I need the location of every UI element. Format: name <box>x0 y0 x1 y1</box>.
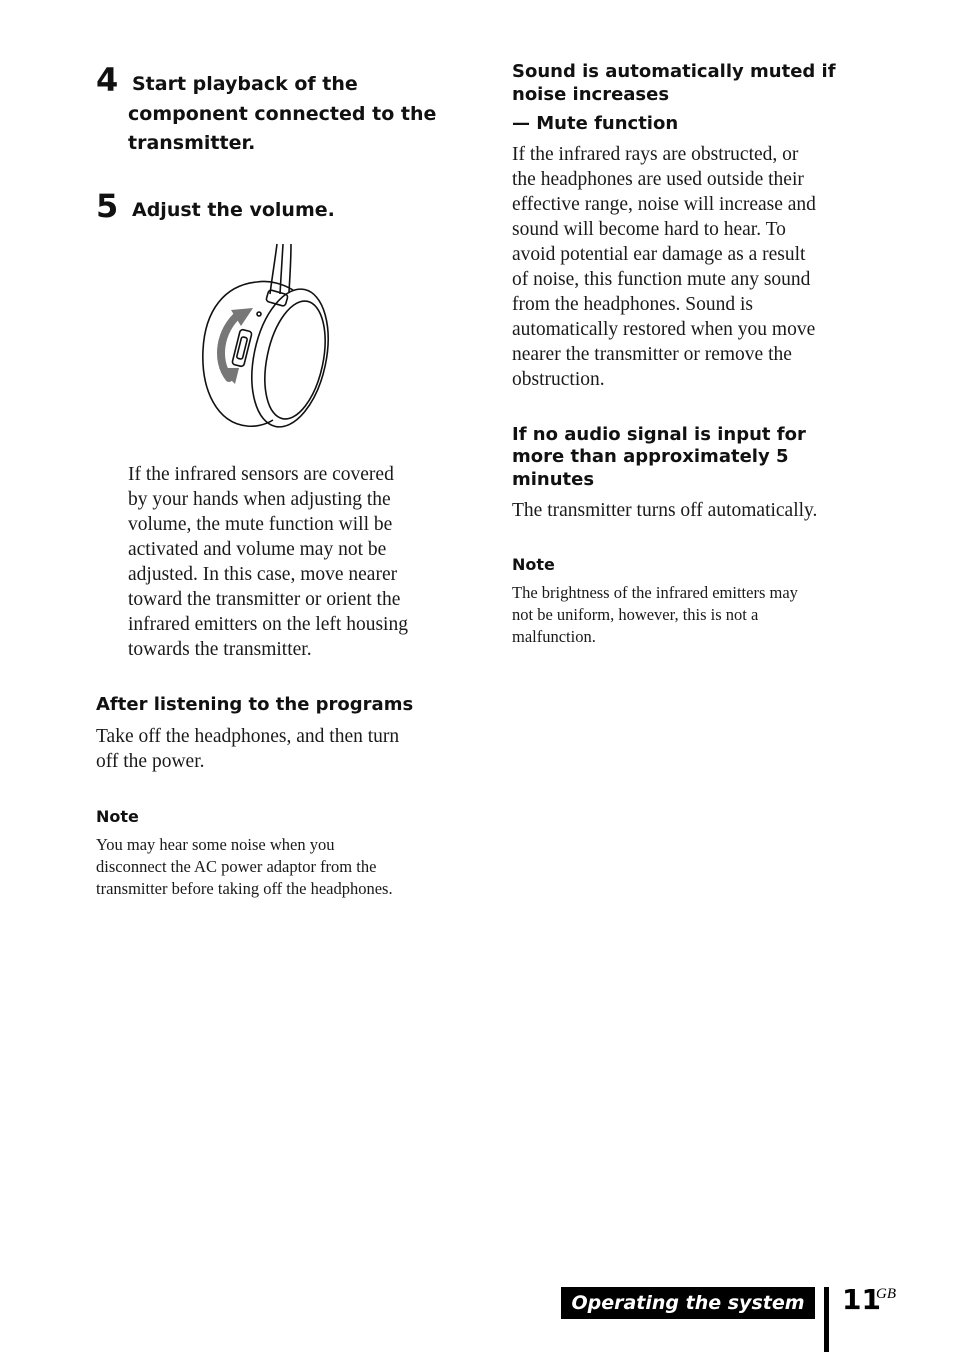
paragraph-line: volume, the mute function will be <box>128 514 393 535</box>
section-heading-line: minutes <box>512 469 595 490</box>
paragraph-line: The transmitter turns off automatically. <box>512 500 818 521</box>
paragraph-line: obstruction. <box>512 369 605 390</box>
step-text-line: Start playback of the <box>132 73 358 95</box>
paragraph-line: the headphones are used outside their <box>512 169 804 190</box>
paragraph-line: activated and volume may not be <box>128 539 387 560</box>
paragraph-line: Take off the headphones, and then turn <box>96 726 400 747</box>
step-text-line: component connected to the <box>128 103 437 125</box>
note-heading: Note <box>512 555 555 574</box>
step-number: 5 <box>96 187 119 225</box>
paragraph-line: infrared emitters on the left housing <box>128 614 408 635</box>
paragraph-line: from the headphones. Sound is <box>512 294 754 315</box>
paragraph-line: toward the transmitter or orient the <box>128 589 401 610</box>
note-heading: Note <box>96 807 139 826</box>
note-line: malfunction. <box>512 627 596 646</box>
section-heading-line: If no audio signal is input for <box>512 424 806 445</box>
paragraph-line: nearer the transmitter or remove the <box>512 344 792 365</box>
section-heading-line: Sound is automatically muted if <box>512 61 836 82</box>
section-subheading: — Mute function <box>512 113 679 134</box>
section-heading-line: more than approximately 5 <box>512 446 789 467</box>
note-line: The brightness of the infrared emitters may <box>512 583 798 602</box>
note-line: not be uniform, however, this is not a <box>512 605 759 624</box>
paragraph-line: of noise, this function mute any sound <box>512 269 811 290</box>
footer-divider <box>824 1287 829 1352</box>
step-text: Adjust the volume. <box>132 199 335 221</box>
paragraph-line: effective range, noise will increase and <box>512 194 816 215</box>
step-number: 4 <box>96 61 119 99</box>
paragraph-line: off the power. <box>96 751 205 772</box>
paragraph-line: towards the transmitter. <box>128 639 312 660</box>
paragraph-line: sound will become hard to hear. To <box>512 219 786 240</box>
section-label: Operating the system <box>561 1287 815 1319</box>
paragraph-line: avoid potential ear damage as a result <box>512 244 806 265</box>
page-suffix: GB <box>876 1286 896 1302</box>
step-text-line: transmitter. <box>128 132 256 154</box>
headphone-volume-icon <box>195 240 335 435</box>
paragraph-line: by your hands when adjusting the <box>128 489 391 510</box>
section-heading-line: noise increases <box>512 84 670 105</box>
paragraph-line: adjusted. In this case, move nearer <box>128 564 398 585</box>
note-line: transmitter before taking off the headphones. <box>96 879 393 898</box>
paragraph-line: automatically restored when you move <box>512 319 816 340</box>
paragraph-line: If the infrared sensors are covered <box>128 464 394 485</box>
paragraph-line: If the infrared rays are obstructed, or <box>512 144 799 165</box>
page-number: 11 <box>842 1283 881 1316</box>
section-heading: After listening to the programs <box>96 694 414 715</box>
note-line: disconnect the AC power adaptor from the <box>96 857 377 876</box>
note-line: You may hear some noise when you <box>96 835 335 854</box>
